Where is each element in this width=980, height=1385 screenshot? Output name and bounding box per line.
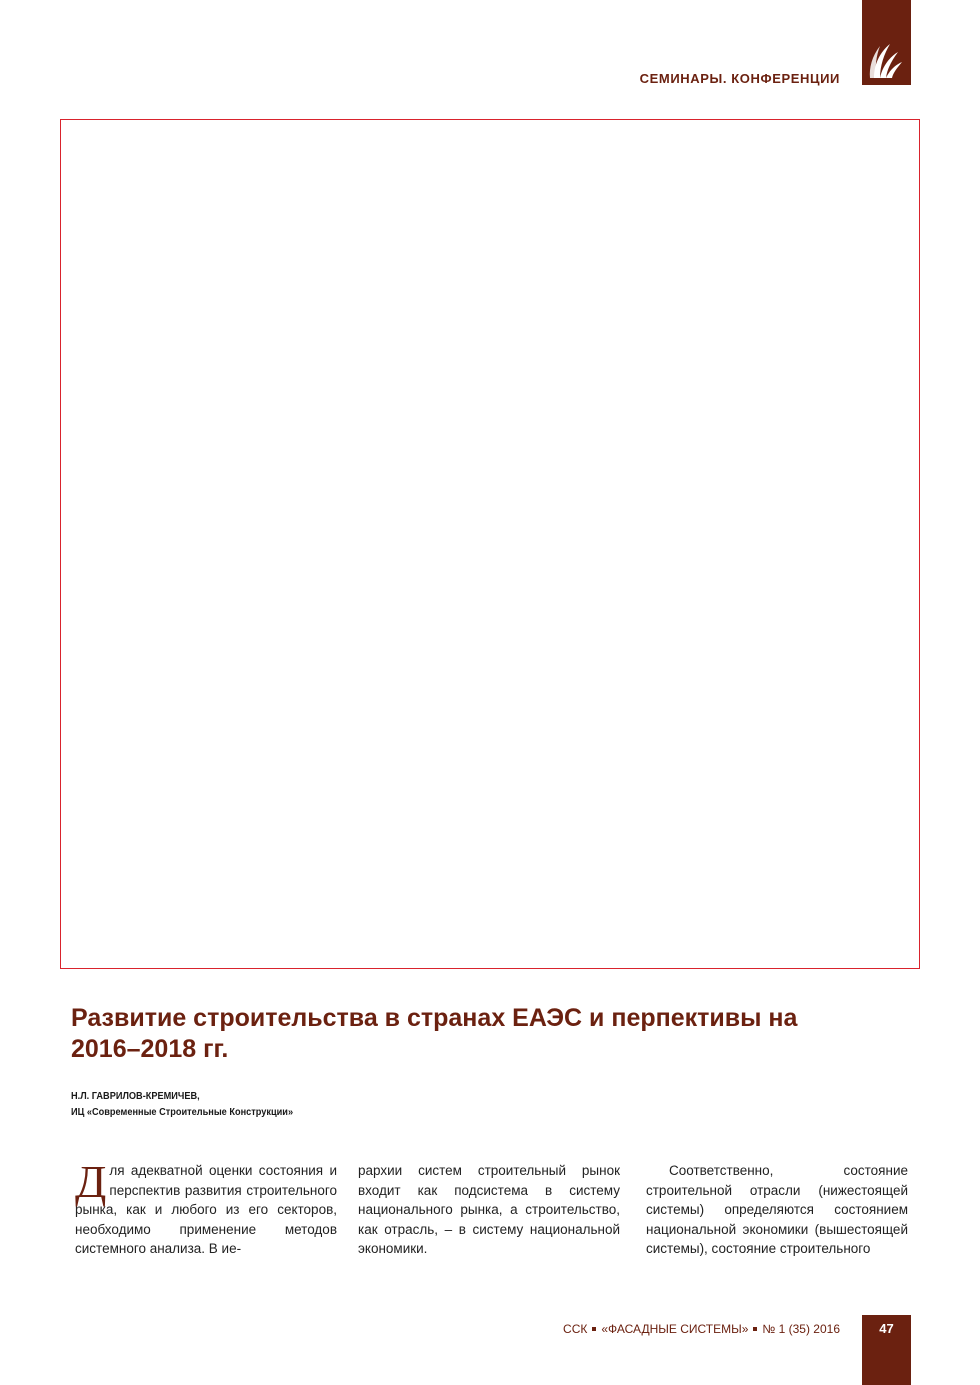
leaves-logo-icon [868, 38, 904, 80]
page-number: 47 [879, 1321, 894, 1336]
text-column-2 [358, 1161, 620, 1259]
author-name: Н.Л. ГАВРИЛОВ-КРЕМИЧЕВ, [71, 1091, 200, 1102]
column-2-text: рархии систем строительный рынок входит как подсистема в систему национального рынка, а строительство, как отрасль, – в систему национальной экономики. [358, 1163, 620, 1257]
page-number-tab [862, 1315, 911, 1385]
article-title: Развитие строительства в странах ЕАЭС и перпективы на 2016–2018 гг. [71, 1004, 798, 1063]
column-3-text: Соответственно, состояние строительной отрасли (нижестоящей системы) определяются состоянием национальной экономики (вышестоящей системы), состояние строительного [646, 1163, 908, 1257]
column-1-text: ля адекватной оценки состояния и перспектив развития строительного рынка, как и любого из его секторов, необходимо применение методов системного анализа. В ие- [75, 1163, 337, 1257]
footer-org: ССК [563, 1322, 588, 1336]
footer-publication [563, 1322, 840, 1336]
text-column-1 [75, 1156, 337, 1259]
footer-magazine: «ФАСАДНЫЕ СИСТЕМЫ» [601, 1322, 749, 1336]
author-affiliation: ИЦ «Современные Строительные Конструкции» [71, 1107, 294, 1118]
section-label: СЕМИНАРЫ. КОНФЕРЕНЦИИ [639, 71, 840, 86]
author-block [71, 1089, 293, 1121]
separator-square-icon [753, 1327, 757, 1331]
text-column-3 [646, 1161, 908, 1259]
separator-square-icon [592, 1327, 596, 1331]
image-placeholder-frame [60, 119, 920, 969]
logo-tab [862, 0, 911, 85]
footer-issue: № 1 (35) 2016 [762, 1322, 840, 1336]
drop-cap: Д [75, 1156, 107, 1207]
